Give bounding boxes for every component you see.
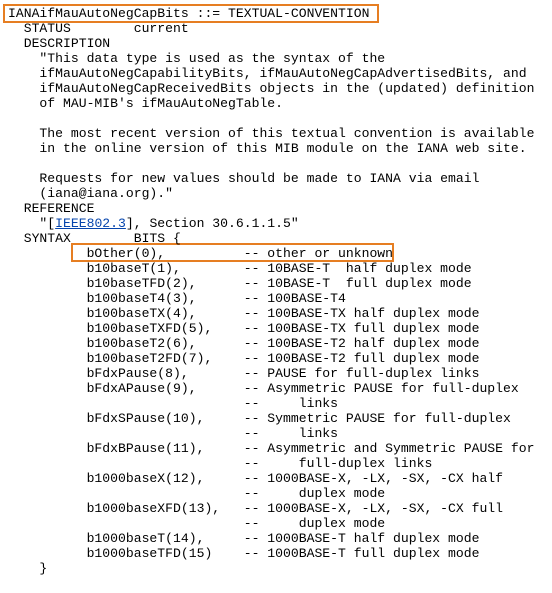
- bits-line: -- links: [8, 426, 339, 441]
- bits-line: b100baseT4(3), -- 100BASE-T4: [8, 291, 346, 306]
- bits-line: -- full-duplex links: [8, 456, 433, 471]
- bits-line: bFdxSPause(10), -- Symmetric PAUSE for full-duplex: [8, 411, 511, 426]
- description-line: in the online version of this MIB module on the IANA web site.: [8, 141, 527, 156]
- bits-line: b1000baseXFD(13), -- 1000BASE-X, -LX, -SX, -CX full: [8, 501, 504, 516]
- closing-brace: }: [8, 561, 48, 576]
- bits-line: bFdxAPause(9), -- Asymmetric PAUSE for full-duplex: [8, 381, 519, 396]
- reference-suffix: ], Section 30.6.1.1.5": [125, 216, 299, 231]
- description-line: (iana@iana.org).": [8, 186, 174, 201]
- bits-line: bFdxBPause(11), -- Asymmetric and Symmetric PAUSE for: [8, 441, 535, 456]
- tc-heading: IANAifMauAutoNegCapBits ::= TEXTUAL-CONVENTION: [8, 6, 370, 21]
- description-line: ifMauAutoNegCapReceivedBits objects in the (updated) definition: [8, 81, 535, 96]
- ieee8023-link[interactable]: IEEE802.3: [55, 216, 126, 231]
- bits-line: b100baseTX(4), -- 100BASE-TX half duplex mode: [8, 306, 480, 321]
- reference-line: [8, 216, 299, 231]
- bits-line: b1000baseT(14), -- 1000BASE-T half duplex mode: [8, 531, 480, 546]
- bits-line: -- duplex mode: [8, 486, 386, 501]
- reference-prefix: "[: [8, 216, 56, 231]
- description-line: "This data type is used as the syntax of the: [8, 51, 386, 66]
- bits-line: b10baseTFD(2), -- 10BASE-T full duplex mode: [8, 276, 472, 291]
- description-line: of MAU-MIB's ifMauAutoNegTable.: [8, 96, 284, 111]
- bits-line: b10baseT(1), -- 10BASE-T half duplex mode: [8, 261, 472, 276]
- reference-label: REFERENCE: [8, 201, 95, 216]
- bits-line: b100baseT2(6), -- 100BASE-T2 half duplex mode: [8, 336, 480, 351]
- description-label: DESCRIPTION: [8, 36, 111, 51]
- bits-line: b100baseTXFD(5), -- 100BASE-TX full duplex mode: [8, 321, 480, 336]
- status-line: STATUS current: [8, 21, 189, 36]
- bits-line: -- duplex mode: [8, 516, 386, 531]
- bits-line: bOther(0), -- other or unknown: [8, 246, 394, 261]
- description-line: ifMauAutoNegCapabilityBits, ifMauAutoNegCapAdvertisedBits, and: [8, 66, 527, 81]
- description-line: Requests for new values should be made to IANA via email: [8, 171, 480, 186]
- bits-line: -- links: [8, 396, 339, 411]
- description-line: The most recent version of this textual convention is available: [8, 126, 535, 141]
- bits-line: b1000baseTFD(15) -- 1000BASE-T full duplex mode: [8, 546, 480, 561]
- syntax-line: SYNTAX BITS {: [8, 231, 181, 246]
- bits-line: b1000baseX(12), -- 1000BASE-X, -LX, -SX, -CX half: [8, 471, 504, 486]
- bits-line: b100baseT2FD(7), -- 100BASE-T2 full duplex mode: [8, 351, 480, 366]
- bits-line: bFdxPause(8), -- PAUSE for full-duplex links: [8, 366, 480, 381]
